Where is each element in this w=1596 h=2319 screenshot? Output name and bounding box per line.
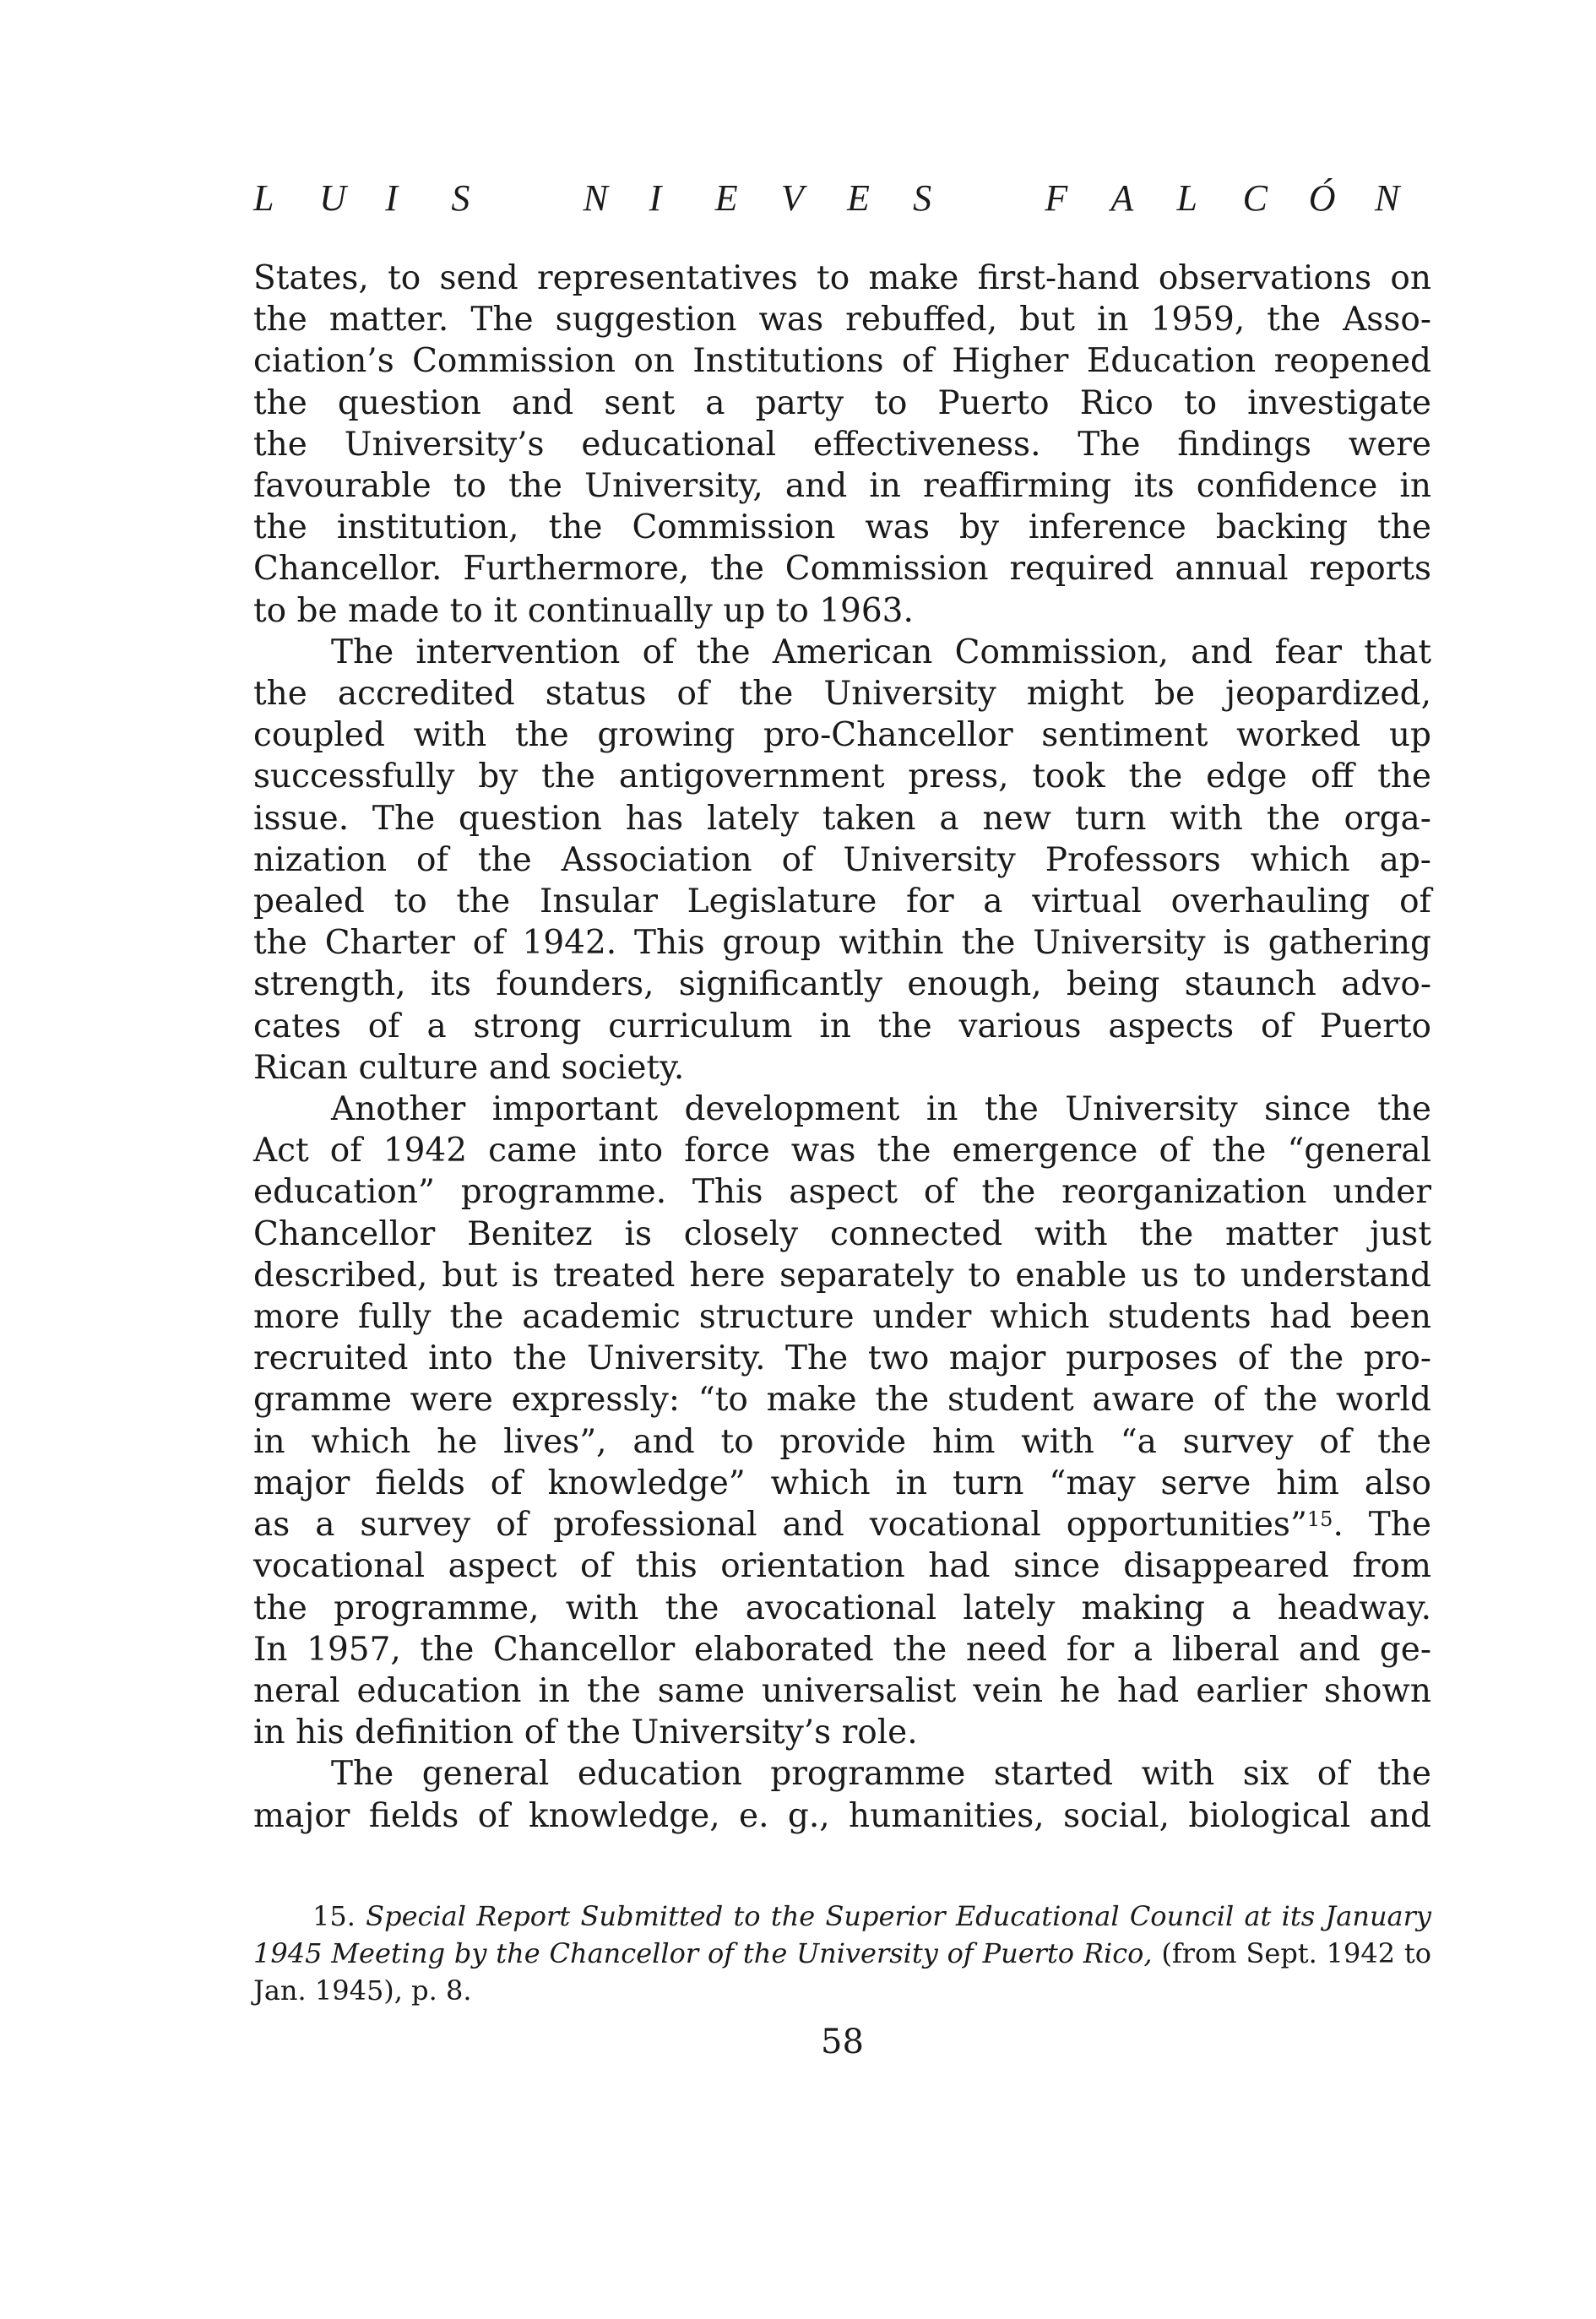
text-line-content: cates of a strong curriculum in the various aspects of Puerto <box>253 1007 1431 1045</box>
footnote-reference[interactable]: 15 <box>1306 1507 1333 1532</box>
text-line <box>253 1255 1431 1296</box>
page-number: 58 <box>821 2023 864 2061</box>
text-line-content: education” programme. This aspect of the reorganization under <box>253 1173 1431 1212</box>
text-line <box>253 1712 1431 1753</box>
footnote-details: (from Sept. 1942 to Jan. 1945), p. 8. <box>253 1936 1432 2007</box>
text-line-content: described, but is treated here separately to enable us to understand <box>253 1256 1431 1295</box>
text-line-content: the question and sent a party to Puerto Rico to investigate <box>253 383 1431 422</box>
text-line <box>253 632 1431 673</box>
text-line-content: to be made to it continually up to 1963. <box>253 591 914 630</box>
head-letter: S <box>913 177 932 219</box>
text-line <box>253 1089 1431 1130</box>
text-line <box>253 1006 1431 1047</box>
text-line-content: major fields of knowledge, e. g., humanities, social, biological and <box>253 1796 1431 1835</box>
text-line-content: In 1957, the Chancellor elaborated the need for a liberal and ge- <box>253 1630 1431 1669</box>
text-line-content: favourable to the University, and in reaffirming its confidence in <box>253 467 1431 506</box>
text-line <box>253 1379 1431 1420</box>
text-line <box>253 1130 1431 1171</box>
text-line-content: the matter. The suggestion was rebuffed, but in 1959, the Asso- <box>253 301 1431 339</box>
text-line-content: coupled with the growing pro-Chancellor sentiment worked up <box>253 716 1431 755</box>
text-line-content: the programme, with the avocational lately making a headway. <box>253 1589 1431 1627</box>
head-letter: Ó <box>1308 177 1336 219</box>
head-letter: E <box>714 177 738 219</box>
body-text <box>253 258 1431 1837</box>
text-line <box>253 590 1431 632</box>
text-line-content: pealed to the Insular Legislature for a virtual overhauling of <box>253 883 1431 921</box>
text-line <box>253 507 1431 548</box>
text-line-content: in his definition of the University’s role. <box>253 1713 918 1752</box>
head-letter: L <box>253 177 274 219</box>
text-line-content: in which he lives”, and to provide him with “a survey of the <box>253 1422 1431 1461</box>
text-line <box>253 1629 1431 1670</box>
text-line-content: the University’s educational effectiveness. The findings were <box>253 425 1431 464</box>
text-line-content: major fields of knowledge” which in turn “may serve him also <box>253 1464 1431 1502</box>
text-line <box>253 964 1431 1005</box>
text-line-content: nization of the Association of University Professors which ap- <box>253 840 1431 879</box>
text-line <box>253 881 1431 922</box>
text-line <box>253 839 1431 881</box>
page <box>253 173 1431 2009</box>
text-line <box>253 1214 1431 1255</box>
text-line-content: Rican culture and society. <box>253 1048 685 1087</box>
text-line <box>253 1670 1431 1712</box>
text-line-content: strength, its founders, significantly enough, being staunch advo- <box>253 965 1431 1004</box>
running-head-author <box>253 173 1427 224</box>
text-line-content: vocational aspect of this orientation had since disappeared from <box>253 1547 1431 1586</box>
text-line <box>253 1463 1431 1504</box>
head-letter: E <box>846 177 870 219</box>
head-letter: I <box>649 177 662 219</box>
text-line-content: Chancellor. Furthermore, the Commission required annual reports <box>253 550 1431 589</box>
text-line <box>253 548 1431 589</box>
text-line-content: the Charter of 1942. This group within the University is gathering <box>253 924 1431 963</box>
head-letter: C <box>1242 177 1268 219</box>
text-line <box>253 258 1431 299</box>
footnote-title: Special Report Submitted to the Superior Educational Council at its January 1945 Meeting by the Chancellor of the University of Puerto Rico, <box>253 1899 1431 1969</box>
text-line <box>253 340 1431 382</box>
text-line <box>253 1047 1431 1089</box>
text-line <box>253 299 1431 340</box>
text-line-content: Act of 1942 came into force was the emergence of the “general <box>253 1132 1431 1170</box>
text-line-content: Another important development in the University since the <box>331 1090 1431 1129</box>
text-line <box>253 1545 1431 1587</box>
text-line-content: the accredited status of the University might be jeopardized, <box>253 675 1431 714</box>
footnote-number: 15. <box>312 1899 356 1932</box>
text-line-content: issue. The question has lately taken a new turn with the orga- <box>253 799 1431 838</box>
text-line-content: as a survey of professional and vocational opportunities” <box>253 1506 1307 1545</box>
head-letter: U <box>319 177 346 219</box>
head-space <box>979 173 1031 224</box>
text-line-content: gramme were expressly: “to make the student aware of the world <box>253 1381 1431 1420</box>
text-line <box>253 756 1431 797</box>
text-line-content: Chancellor Benitez is closely connected with the matter just <box>253 1214 1431 1253</box>
head-letter: I <box>385 177 398 219</box>
text-line-content: neral education in the same universalist vein he had earlier shown <box>253 1671 1431 1710</box>
text-line-content: . The <box>1333 1506 1431 1545</box>
footnote <box>253 1898 1431 2009</box>
head-letter: S <box>451 177 470 219</box>
head-letter: F <box>1045 177 1068 219</box>
text-line <box>253 1753 1431 1795</box>
footnote-gap <box>253 1837 1431 1898</box>
head-letter: L <box>1176 177 1198 219</box>
text-line <box>253 465 1431 507</box>
text-line <box>253 1296 1431 1338</box>
head-letter: N <box>1374 177 1400 219</box>
text-line <box>253 673 1431 714</box>
text-line <box>253 922 1431 964</box>
text-line <box>253 1421 1431 1463</box>
text-line-content: successfully by the antigovernment press, took the edge off the <box>253 758 1431 796</box>
text-line-content: States, to send representatives to make first-hand observations on <box>253 259 1431 297</box>
text-line <box>253 798 1431 839</box>
text-line-content: The intervention of the American Commission, and fear that <box>331 633 1431 671</box>
text-line-content: recruited into the University. The two major purposes of the pro- <box>253 1339 1431 1378</box>
text-line <box>253 1504 1431 1545</box>
text-line <box>253 1171 1431 1213</box>
head-letter: N <box>583 177 608 219</box>
text-line <box>253 1795 1431 1837</box>
text-line-content: the institution, the Commission was by inference backing the <box>253 508 1431 547</box>
head-letter: V <box>780 177 804 219</box>
text-line <box>253 424 1431 465</box>
head-letter: A <box>1110 177 1134 219</box>
text-line-content: ciation’s Commission on Institutions of Higher Education reopened <box>253 342 1431 381</box>
text-line-content: more fully the academic structure under which students had been <box>253 1298 1431 1337</box>
text-line <box>253 1338 1431 1379</box>
text-line <box>253 1588 1431 1629</box>
head-space <box>517 173 569 224</box>
text-line-content: The general education programme started with six of the <box>331 1755 1431 1794</box>
text-line <box>253 714 1431 756</box>
text-line <box>253 383 1431 424</box>
